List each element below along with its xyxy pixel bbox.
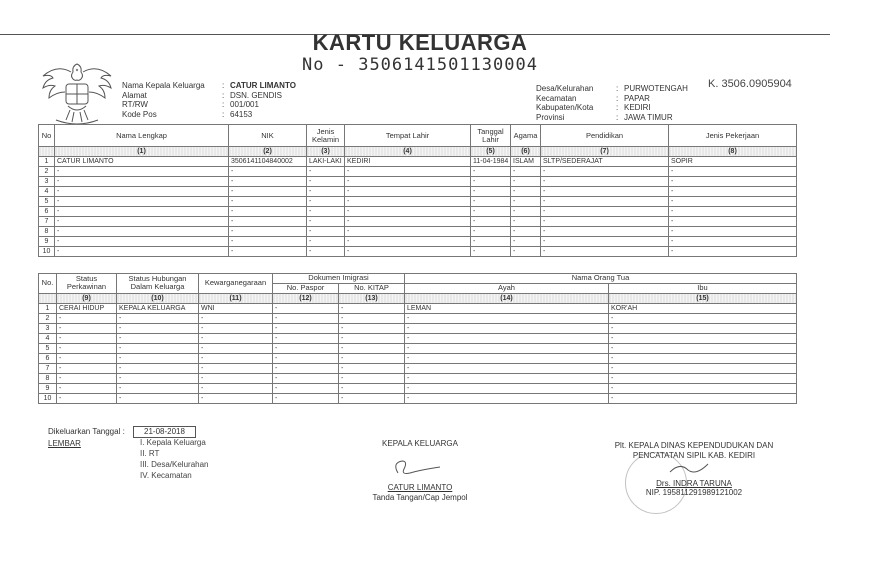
table-row [39,323,797,333]
table-cell: - [541,167,669,177]
table-cell: - [117,323,199,333]
col-header-occupation: Jenis Pekerjaan [669,125,797,147]
table-cell: ISLAM [511,157,541,167]
col-header-education: Pendidikan [541,125,669,147]
col-header-nik: NIK [229,125,307,147]
table-cell: - [229,187,307,197]
info-row-province: Provinsi : JAWA TIMUR [536,112,673,122]
table-cell: - [471,227,511,237]
table-cell: - [669,197,797,207]
table-cell: - [669,167,797,177]
table-cell: - [471,217,511,227]
table-cell: SOPIR [669,157,797,167]
table-cell: - [229,237,307,247]
table-cell: 1 [39,157,55,167]
table-cell: WNI [199,303,273,313]
table-cell: - [609,373,797,383]
column-number-row [39,147,797,157]
table-cell: CATUR LIMANTO [55,157,229,167]
table-cell: - [273,373,339,383]
table-cell: - [307,197,345,207]
table-cell: CERAI HIDUP [57,303,117,313]
table-cell: - [669,227,797,237]
info-row-address: Alamat : DSN. GENDIS [122,90,283,100]
table-cell: - [117,313,199,323]
official-nip: NIP. 195811291989121002 [645,488,743,497]
head-title: KEPALA KELUARGA [382,439,458,448]
table-cell: - [511,237,541,247]
table-cell: - [471,197,511,207]
col-header-marital: Status Perkawinan [57,274,117,294]
table-row [39,363,797,373]
table-row [39,303,797,313]
col-header-birthplace: Tempat Lahir [345,125,471,147]
table-cell: - [405,343,609,353]
table-cell: 6 [39,353,57,363]
table-cell: - [511,247,541,257]
table-cell: - [307,167,345,177]
table-row [39,157,797,167]
table-cell: SLTP/SEDERAJAT [541,157,669,167]
table-cell: - [55,227,229,237]
info-row-head: Nama Kepala Keluarga : CATUR LIMANTO [122,81,296,90]
table-cell: - [405,373,609,383]
table-cell: 8 [39,227,55,237]
table-cell: - [273,353,339,363]
table-cell: - [273,393,339,403]
table-cell: - [117,383,199,393]
column-number-cell: (12) [273,293,339,303]
table-cell: - [199,353,273,363]
table-cell: - [57,343,117,353]
table-cell: - [609,333,797,343]
col-header-no2: No. [39,274,57,294]
table-cell: 9 [39,237,55,247]
info-row-district: Kecamatan : PAPAR [536,93,650,103]
table-cell: - [541,247,669,257]
head-name: CATUR LIMANTO [387,483,453,492]
table-cell: - [669,217,797,227]
column-number-cell: (1) [55,147,229,157]
official-title-1: Plt. KEPALA DINAS KEPENDUDUKAN DAN [614,441,774,450]
table-cell: - [511,227,541,237]
table-cell: - [669,247,797,257]
lembar-list [140,437,208,481]
head-signature-block [360,439,480,502]
table-cell: - [339,373,405,383]
table-cell: - [541,177,669,187]
table-cell: 3 [39,177,55,187]
table-cell: - [117,363,199,373]
table-cell: - [57,353,117,363]
column-number-cell [39,147,55,157]
table-row [39,177,797,187]
table-cell: - [345,227,471,237]
table-cell: - [471,207,511,217]
table-cell: - [345,217,471,227]
table-cell: - [405,383,609,393]
table-cell: - [541,237,669,247]
column-number-cell: (13) [339,293,405,303]
table-cell: - [307,187,345,197]
members-table [38,124,797,257]
table-cell: 4 [39,187,55,197]
table-cell: - [339,333,405,343]
table-row [39,333,797,343]
table-cell: KOR'AH [609,303,797,313]
table-cell: - [307,217,345,227]
table-cell: - [541,187,669,197]
table-cell: - [273,303,339,313]
table-cell: - [339,343,405,353]
col-header-parents: Nama Orang Tua [405,274,797,284]
document-number: No - 3506141501130004 [302,55,538,75]
table-cell: 7 [39,217,55,227]
table-cell: - [55,167,229,177]
table-cell: - [339,383,405,393]
issued-date-value: 21-08-2018 [133,426,196,438]
info-row-regency: Kabupaten/Kota : KEDIRI [536,103,651,112]
table-cell: - [55,187,229,197]
table-cell: 6 [39,207,55,217]
table-cell: 8 [39,373,57,383]
table-cell: - [229,197,307,207]
table-cell: - [117,333,199,343]
household-info-left [122,81,296,119]
table-cell: - [405,393,609,403]
table-row [39,373,797,383]
table-cell: - [229,167,307,177]
table-cell: - [57,393,117,403]
table-cell: - [199,333,273,343]
table-cell: 2 [39,313,57,323]
table-cell: - [307,227,345,237]
head-signature-icon [390,455,450,481]
table-row [39,393,797,403]
table-row [39,237,797,247]
column-number-cell: (2) [229,147,307,157]
col-header-citizenship: Kewarganegaraan [199,274,273,294]
garuda-emblem-icon [38,56,116,128]
table-cell: - [511,187,541,197]
col-header-immigration: Dokumen Imigrasi [273,274,405,284]
table-cell: - [199,383,273,393]
column-number-cell: (10) [117,293,199,303]
table-cell: - [55,177,229,187]
col-header-name: Nama Lengkap [55,125,229,147]
table-cell: - [405,313,609,323]
table-cell: 4 [39,333,57,343]
col-header-birthdate: Tanggal Lahir [471,125,511,147]
head-name-value: CATUR LIMANTO [230,81,296,90]
table-cell: - [199,393,273,403]
table-cell: - [57,323,117,333]
table-cell: - [345,207,471,217]
table-cell: - [273,343,339,353]
table-cell: - [669,177,797,187]
table-row [39,383,797,393]
column-number-cell: (4) [345,147,471,157]
table-cell: 10 [39,393,57,403]
table-cell: - [511,167,541,177]
table-cell: - [57,373,117,383]
table-cell: - [471,177,511,187]
table-cell: - [609,393,797,403]
table-cell: - [273,383,339,393]
table-row [39,217,797,227]
table-cell: - [57,313,117,323]
table-cell: - [55,247,229,257]
table-cell: 5 [39,343,57,353]
table-cell: - [541,197,669,207]
table-cell: - [307,247,345,257]
table-cell: - [339,393,405,403]
col-header-religion: Agama [511,125,541,147]
head-caption: Tanda Tangan/Cap Jempol [372,492,468,502]
col-header-no: No [39,125,55,147]
info-row-postcode: Kode Pos : 64153 [122,109,253,119]
table-cell: - [229,207,307,217]
column-number-cell: (9) [57,293,117,303]
table-cell: - [199,363,273,373]
table-cell: - [541,227,669,237]
col-header-passport: No. Paspor [273,283,339,293]
table-cell: - [669,187,797,197]
table-cell: - [405,353,609,363]
table-cell: - [339,313,405,323]
info-row-village: Desa/Kelurahan : PURWOTENGAH [536,84,688,93]
col-header-kitap: No. KITAP [339,283,405,293]
table-cell: - [55,217,229,227]
table-cell: - [273,323,339,333]
table-cell: 3506141104840002 [229,157,307,167]
household-info-right [536,84,688,122]
column-number-row-2 [39,293,797,303]
table-row [39,313,797,323]
table-cell: - [345,197,471,207]
column-number-cell: (7) [541,147,669,157]
table-cell: - [339,323,405,333]
table-cell: - [471,247,511,257]
table-cell: - [405,323,609,333]
table-cell: LEMAN [405,303,609,313]
column-number-cell: (15) [609,293,797,303]
lembar-item: III. Desa/Kelurahan [140,460,209,469]
table-cell: 2 [39,167,55,177]
table-cell: - [669,237,797,247]
table-cell: - [57,383,117,393]
table-cell: - [229,217,307,227]
column-number-cell: (6) [511,147,541,157]
status-table [38,273,797,404]
table-cell: - [307,207,345,217]
table-cell: KEDIRI [345,157,471,167]
table-cell: - [199,373,273,383]
table-cell: - [229,247,307,257]
official-signature-block [606,441,782,498]
table-cell: 3 [39,323,57,333]
table-cell: - [199,323,273,333]
table-cell: - [273,333,339,343]
official-signature-icon [664,460,724,476]
lembar-item: I. Kepala Keluarga [140,438,206,447]
table-row [39,353,797,363]
lembar-item: II. RT [140,449,160,458]
table-cell: - [117,393,199,403]
table-cell: - [339,363,405,373]
table-cell: - [339,353,405,363]
table-cell: - [405,363,609,373]
table-cell: - [541,217,669,227]
table-cell: - [609,363,797,373]
table-row [39,167,797,177]
table-cell: - [117,343,199,353]
table-cell: - [55,197,229,207]
lembar-item: IV. Kecamatan [140,471,192,480]
col-header-relationship: Status Hubungan Dalam Keluarga [117,274,199,294]
table-cell: - [273,363,339,373]
col-header-mother: Ibu [609,283,797,293]
issued-label: Dikeluarkan Tanggal : [48,427,125,436]
column-number-cell: (3) [307,147,345,157]
table-cell: - [471,187,511,197]
table-cell: - [117,373,199,383]
column-number-cell: (5) [471,147,511,157]
table-cell: - [55,207,229,217]
document-title: KARTU KELUARGA [312,30,528,55]
table-cell: - [609,383,797,393]
table-row [39,187,797,197]
table-cell: - [669,207,797,217]
table-cell: 9 [39,383,57,393]
table-cell: - [307,177,345,187]
table-cell: - [273,313,339,323]
table-cell: - [609,313,797,323]
table-cell: - [511,207,541,217]
table-cell: - [405,333,609,343]
table-cell: - [55,237,229,247]
table-cell: - [345,177,471,187]
table-cell: KEPALA KELUARGA [117,303,199,313]
table-cell: - [541,207,669,217]
table-cell: 10 [39,247,55,257]
table-cell: - [199,313,273,323]
table-cell: - [511,217,541,227]
lembar-label: LEMBAR [48,439,81,448]
table-row [39,343,797,353]
table-cell: - [57,363,117,373]
table-cell: - [229,227,307,237]
table-cell: - [609,343,797,353]
table-cell: 11-04-1984 [471,157,511,167]
table-row [39,197,797,207]
table-row [39,247,797,257]
info-row-rtrw: RT/RW : 001/001 [122,100,259,109]
table-row [39,227,797,237]
table-cell: - [339,303,405,313]
table-cell: - [345,167,471,177]
table-cell: 7 [39,363,57,373]
column-number-cell: (8) [669,147,797,157]
official-title-2: PENCATATAN SIPIL KAB. KEDIRI [632,450,756,460]
table-row [39,207,797,217]
table-cell: - [199,343,273,353]
table-cell: - [117,353,199,363]
table-cell: - [307,237,345,247]
table-cell: - [609,323,797,333]
table-cell: - [511,177,541,187]
column-number-cell [39,293,57,303]
table-cell: - [511,197,541,207]
col-header-gender: Jenis Kelamin [307,125,345,147]
official-name: Drs. INDRA TARUNA [656,478,732,488]
table-cell: - [609,353,797,363]
table-cell: - [471,237,511,247]
table-cell: 1 [39,303,57,313]
col-header-father: Ayah [405,283,609,293]
table-cell: - [345,187,471,197]
column-number-cell: (14) [405,293,609,303]
table-cell: - [345,237,471,247]
table-cell: - [57,333,117,343]
column-number-cell: (11) [199,293,273,303]
table-cell: LAKI-LAKI [307,157,345,167]
table-cell: - [345,247,471,257]
table-cell: - [471,167,511,177]
table-cell: 5 [39,197,55,207]
k-code: K. 3506.0905904 [708,78,792,90]
table-cell: - [229,177,307,187]
